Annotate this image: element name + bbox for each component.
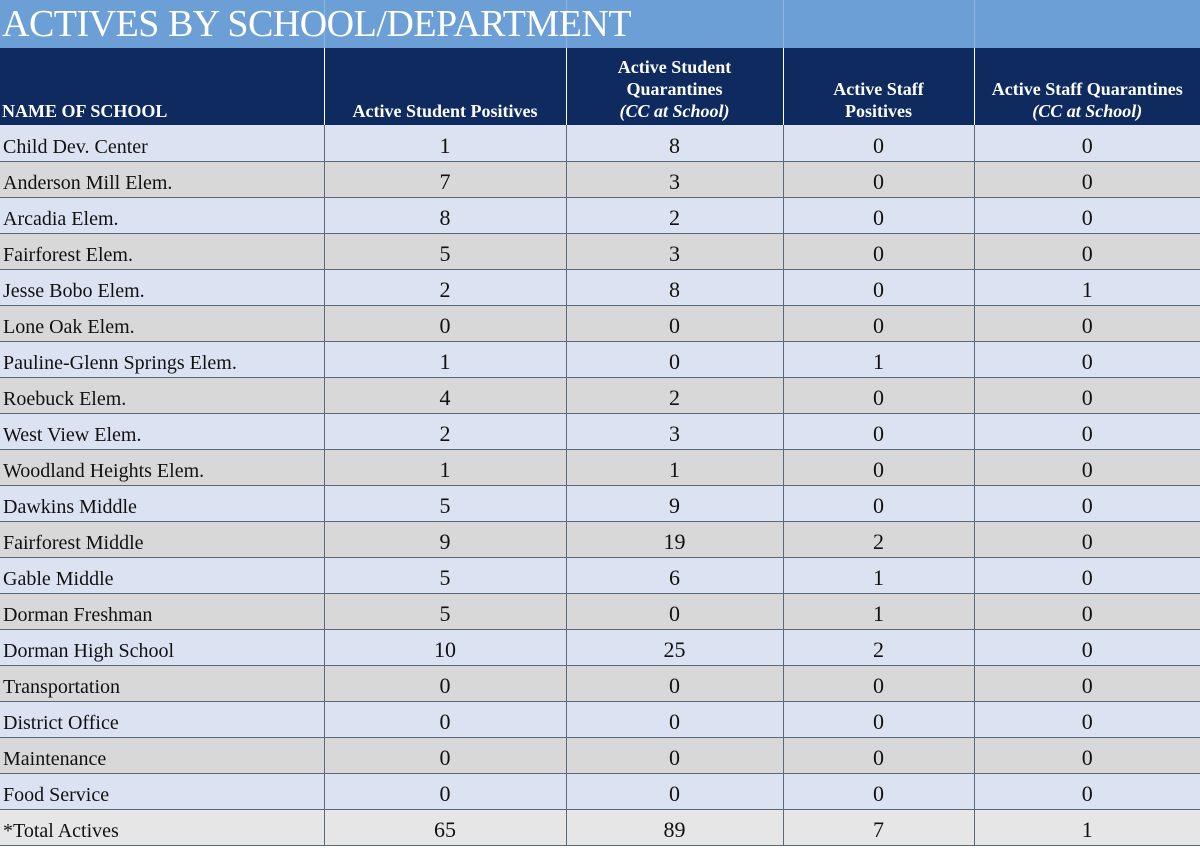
table-row: [0, 593, 1200, 629]
page-title: ACTIVES BY SCHOOL/DEPARTMENT: [2, 3, 632, 45]
table-row: [0, 629, 1200, 665]
student-positives-cell: 1: [324, 125, 566, 161]
staff-positives-cell: 0: [783, 377, 974, 413]
staff-quarantines-cell: 0: [974, 377, 1200, 413]
staff-positives-cell: 0: [783, 701, 974, 737]
student-quarantines-cell: 0: [566, 773, 783, 809]
school-name-cell: Child Dev. Center: [0, 125, 324, 161]
student-positives-cell: 5: [324, 593, 566, 629]
student-quarantines-cell: 8: [566, 125, 783, 161]
staff-positives-cell: 0: [783, 269, 974, 305]
table-row: [0, 305, 1200, 341]
staff-quarantines-cell: 0: [974, 593, 1200, 629]
title-divider: [783, 0, 784, 48]
school-name-cell: Dorman High School: [0, 629, 324, 665]
table-row: [0, 773, 1200, 809]
school-name-cell: Roebuck Elem.: [0, 377, 324, 413]
student-quarantines-cell: 25: [566, 629, 783, 665]
student-quarantines-cell: 8: [566, 269, 783, 305]
school-name-cell: Pauline-Glenn Springs Elem.: [0, 341, 324, 377]
table-row: [0, 341, 1200, 377]
table-row: [0, 521, 1200, 557]
student-positives-cell: 4: [324, 377, 566, 413]
staff-positives-cell: 0: [783, 125, 974, 161]
school-name-cell: Fairforest Elem.: [0, 233, 324, 269]
header-staff-quarantines-sub: (CC at School): [1032, 101, 1143, 121]
school-name-cell: Arcadia Elem.: [0, 197, 324, 233]
header-name: NAME OF SCHOOL: [0, 48, 324, 125]
table-row: [0, 377, 1200, 413]
staff-positives-cell: 7: [783, 809, 974, 845]
student-quarantines-cell: 3: [566, 413, 783, 449]
student-positives-cell: 5: [324, 485, 566, 521]
student-quarantines-cell: 1: [566, 449, 783, 485]
student-quarantines-cell: 9: [566, 485, 783, 521]
table-row: [0, 665, 1200, 701]
staff-positives-cell: 0: [783, 665, 974, 701]
staff-positives-cell: 0: [783, 305, 974, 341]
student-positives-cell: 0: [324, 773, 566, 809]
student-positives-cell: 0: [324, 305, 566, 341]
staff-positives-cell: 0: [783, 233, 974, 269]
student-quarantines-cell: 2: [566, 377, 783, 413]
table-row: [0, 413, 1200, 449]
table-row: [0, 233, 1200, 269]
student-positives-cell: 1: [324, 449, 566, 485]
staff-quarantines-cell: 0: [974, 233, 1200, 269]
student-quarantines-cell: 89: [566, 809, 783, 845]
table-row: [0, 125, 1200, 161]
staff-quarantines-cell: 0: [974, 665, 1200, 701]
staff-quarantines-cell: 0: [974, 737, 1200, 773]
staff-quarantines-cell: 0: [974, 449, 1200, 485]
school-name-cell: Fairforest Middle: [0, 521, 324, 557]
staff-quarantines-cell: 1: [974, 269, 1200, 305]
staff-quarantines-cell: 0: [974, 161, 1200, 197]
actives-table: [0, 48, 1200, 846]
student-positives-cell: 65: [324, 809, 566, 845]
student-positives-cell: 9: [324, 521, 566, 557]
student-quarantines-cell: 19: [566, 521, 783, 557]
title-divider: [974, 0, 975, 48]
student-positives-cell: 0: [324, 737, 566, 773]
school-name-cell: Anderson Mill Elem.: [0, 161, 324, 197]
staff-quarantines-cell: 0: [974, 413, 1200, 449]
header-staff-quarantines: [974, 48, 1200, 125]
school-name-cell: Dawkins Middle: [0, 485, 324, 521]
staff-positives-cell: 1: [783, 341, 974, 377]
student-positives-cell: 7: [324, 161, 566, 197]
staff-positives-cell: 0: [783, 773, 974, 809]
school-name-cell: West View Elem.: [0, 413, 324, 449]
student-positives-cell: 10: [324, 629, 566, 665]
staff-positives-cell: 2: [783, 629, 974, 665]
staff-quarantines-cell: 0: [974, 305, 1200, 341]
student-quarantines-cell: 0: [566, 665, 783, 701]
student-positives-cell: 5: [324, 233, 566, 269]
student-quarantines-cell: 6: [566, 557, 783, 593]
student-quarantines-cell: 0: [566, 701, 783, 737]
header-student-quarantines-label: Active Student Quarantines: [617, 57, 732, 99]
school-name-cell: Woodland Heights Elem.: [0, 449, 324, 485]
staff-positives-cell: 0: [783, 197, 974, 233]
header-row: [0, 48, 1200, 125]
staff-positives-cell: 1: [783, 557, 974, 593]
school-name-cell: Gable Middle: [0, 557, 324, 593]
staff-quarantines-cell: 0: [974, 197, 1200, 233]
school-name-cell: Transportation: [0, 665, 324, 701]
staff-positives-cell: 0: [783, 413, 974, 449]
school-name-cell: Dorman Freshman: [0, 593, 324, 629]
table-row: [0, 737, 1200, 773]
table-row: [0, 485, 1200, 521]
staff-quarantines-cell: 0: [974, 485, 1200, 521]
header-staff-quarantines-label: Active Staff Quarantines: [991, 79, 1183, 99]
school-name-cell: Jesse Bobo Elem.: [0, 269, 324, 305]
school-name-cell: Food Service: [0, 773, 324, 809]
table-row: [0, 269, 1200, 305]
staff-quarantines-cell: 0: [974, 701, 1200, 737]
school-name-cell: Lone Oak Elem.: [0, 305, 324, 341]
header-student-quarantines: [566, 48, 783, 125]
student-positives-cell: 2: [324, 413, 566, 449]
student-quarantines-cell: 2: [566, 197, 783, 233]
student-positives-cell: 0: [324, 665, 566, 701]
title-bar: [0, 0, 1200, 48]
student-quarantines-cell: 0: [566, 593, 783, 629]
header-student-quarantines-sub: (CC at School): [619, 101, 730, 121]
student-quarantines-cell: 0: [566, 341, 783, 377]
student-positives-cell: 5: [324, 557, 566, 593]
student-quarantines-cell: 3: [566, 161, 783, 197]
table-row: [0, 449, 1200, 485]
table-row: [0, 197, 1200, 233]
school-name-cell: *Total Actives: [0, 809, 324, 845]
staff-positives-cell: 0: [783, 161, 974, 197]
student-quarantines-cell: 0: [566, 305, 783, 341]
staff-quarantines-cell: 1: [974, 809, 1200, 845]
staff-quarantines-cell: 0: [974, 125, 1200, 161]
staff-positives-cell: 0: [783, 449, 974, 485]
staff-quarantines-cell: 0: [974, 629, 1200, 665]
staff-quarantines-cell: 0: [974, 341, 1200, 377]
table-body: [0, 125, 1200, 845]
school-name-cell: Maintenance: [0, 737, 324, 773]
header-staff-positives: Active Staff Positives: [783, 48, 974, 125]
staff-quarantines-cell: 0: [974, 773, 1200, 809]
total-row: [0, 809, 1200, 845]
staff-positives-cell: 2: [783, 521, 974, 557]
student-positives-cell: 2: [324, 269, 566, 305]
staff-positives-cell: 1: [783, 593, 974, 629]
student-positives-cell: 0: [324, 701, 566, 737]
student-quarantines-cell: 0: [566, 737, 783, 773]
staff-positives-cell: 0: [783, 485, 974, 521]
school-name-cell: District Office: [0, 701, 324, 737]
staff-positives-cell: 0: [783, 737, 974, 773]
table-row: [0, 701, 1200, 737]
table-row: [0, 161, 1200, 197]
staff-quarantines-cell: 0: [974, 521, 1200, 557]
table-row: [0, 557, 1200, 593]
student-quarantines-cell: 3: [566, 233, 783, 269]
student-positives-cell: 8: [324, 197, 566, 233]
staff-quarantines-cell: 0: [974, 557, 1200, 593]
student-positives-cell: 1: [324, 341, 566, 377]
header-student-positives: Active Student Positives: [324, 48, 566, 125]
